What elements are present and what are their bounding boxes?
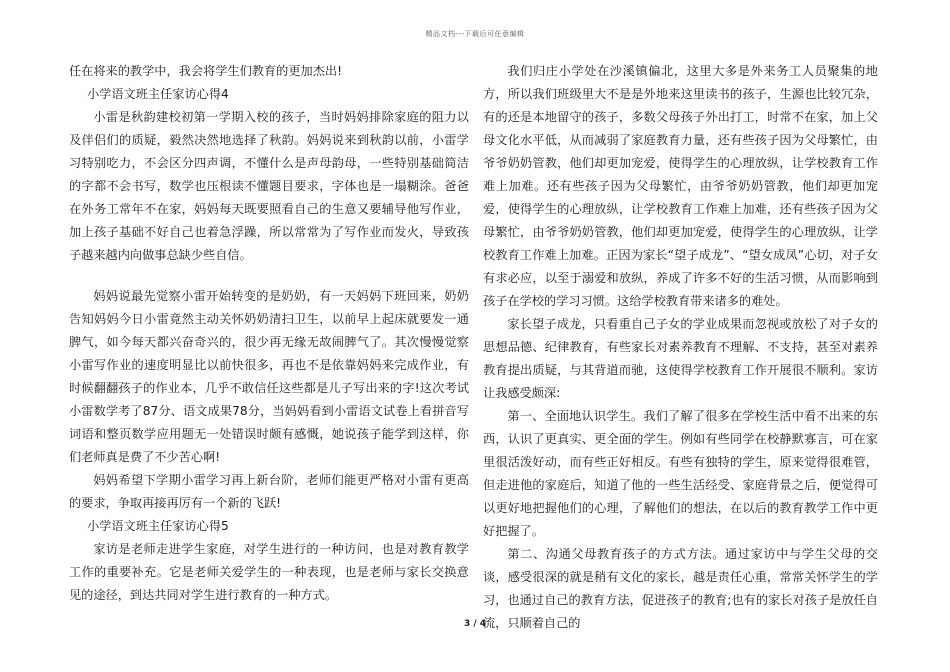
paragraph: 我们归庄小学处在沙溪镇偏北，这里大多是外来务工人员聚集的地方，所以我们班级里大不是是外地来这里读书的孩子，生源也比较冗杂，有的还是本地留守的孩子，多数父母孩子外出打工，时常不在家，加上父母文化水平低，从而减弱了家庭教育力量，还有些孩子因为父母繁忙，由爷爷奶奶管教，他们却更加宠爱，使得学生的心理放纵，让学校教育工作难上加难。还有些孩子因为父母繁忙，由爷爷奶奶管教，他们却更加宠爱，使得学生的心理放纵，让学校教育工作难上加难，还有些孩子因为父母繁忙，由爷爷奶奶管教，他们却更加宠爱，使得学生的心理放纵，让学校教育工作难上加难。正因为家长“望子成龙”、“望女成凤”心切，对子女有求必应，以至于溺爱和放纵，养成了许多不好的生活习惯，从而影响到孩子在学校的学习习惯。这给学校教育带来诸多的难处。 [483,64,878,308]
left-column [69,60,469,607]
paragraph-gap [69,267,469,285]
paragraph: 家访是老师走进学生家庭，对学生进行的一种访问，也是对教育教学工作的重要补充。它是老师关爱学生的一种表现，也是老师与家长交换意见的途径，到达共同对学生进行教育的一种方式。 [69,542,469,602]
paragraph: 第二、沟通父母教育孩子的方式方法。通过家访中与学生父母的交谈，感受很深的就是稍有文化的家长，越是责任心重，常常关怀学生的学习，也通过自己的教育方法，促进孩子的教育;也有的家长对孩子是放任自流，只顺着自己的 [483,547,878,630]
section-title: 小学语文班主任家访心得4 [87,87,229,101]
paragraph: 妈妈说最先觉察小雷开始转变的是奶奶，有一天妈妈下班回来，奶奶告知妈妈今日小雷竟然主动关怀奶奶清扫卫生，以前早上起床就要发一通脾气，如今每天都兴奋奇兴的，很少再无缘无故闹脾气了。其次慢慢觉察小雷写作业的速度明显比以前快很多，再也不是依靠妈妈来完成作业，有时候翻翻孩子的作业本，几乎不敢信任这些都是儿子写出来的字!这次考试小雷数学考了87分、语文成果78分，当妈妈看到小雷语文试卷上看拼音写词语和整页数学应用题无一处错误时颇有感慨，她说孩子能学到这样，你们老师真是费了不少苦心啊! [69,289,469,464]
paragraph: 妈妈希望下学期小雷学习再上新台阶，老师们能更严格对小雷有更高的要求，争取再接再厉有一个新的飞跃! [69,473,469,510]
right-column [483,60,878,635]
paragraph: 小雷是秋韵建校初第一学期入校的孩子，当时妈妈排除家庭的阻力以及伴侣们的质疑，毅然决然地选择了秋韵。妈妈说来到秋韵以前，小雷学习特别吃力，不会区分四声调，不懂什么是声母韵母，一些特别基础简洁的字都不会书写，数学也压根读不懂题目要求，字体也是一塌糊涂。爸爸在外务工常年不在家，妈妈每天既要照看自己的生意又要辅导他写作业，加上孩子基础不好自己也着急浮躁，所以常常为了写作业而发火，导致孩子越来越内向做事总缺少些自信。 [69,110,469,262]
paragraph: 家长望子成龙，只看重自己子女的学业成果而忽视或放松了对子女的思想品德、纪律教育，有些家长对素养教育不理解、不支持，甚至对素养教育提出质疑，与其背道而驰，这使得学校教育工作开展很不顺利。家访让我感受颇深: [483,317,878,400]
paragraph: 第一、全面地认识学生。我们了解了很多在学校生活中看不出来的东西，认识了更真实、更全面的学生。例如有些同学在校静默寡言，可在家里很活泼好动，而有些正好相反。有些有独特的学生，原来觉得很难管，但走进他的家庭后，知道了他的一些生活经受、家庭背景之后，便觉得可以更好地把握他们的心理，了解他们的想法，在以后的教育教学工作中更好把握了。 [483,409,878,538]
paragraph: 任在将来的教学中，我会将学生们教育的更加杰出! [69,64,343,78]
section-title: 小学语文班主任家访心得5 [87,519,229,533]
page-number: 3 / 4 [463,619,487,629]
page-header: 精品文档---下载后可任意编辑 [425,30,525,38]
